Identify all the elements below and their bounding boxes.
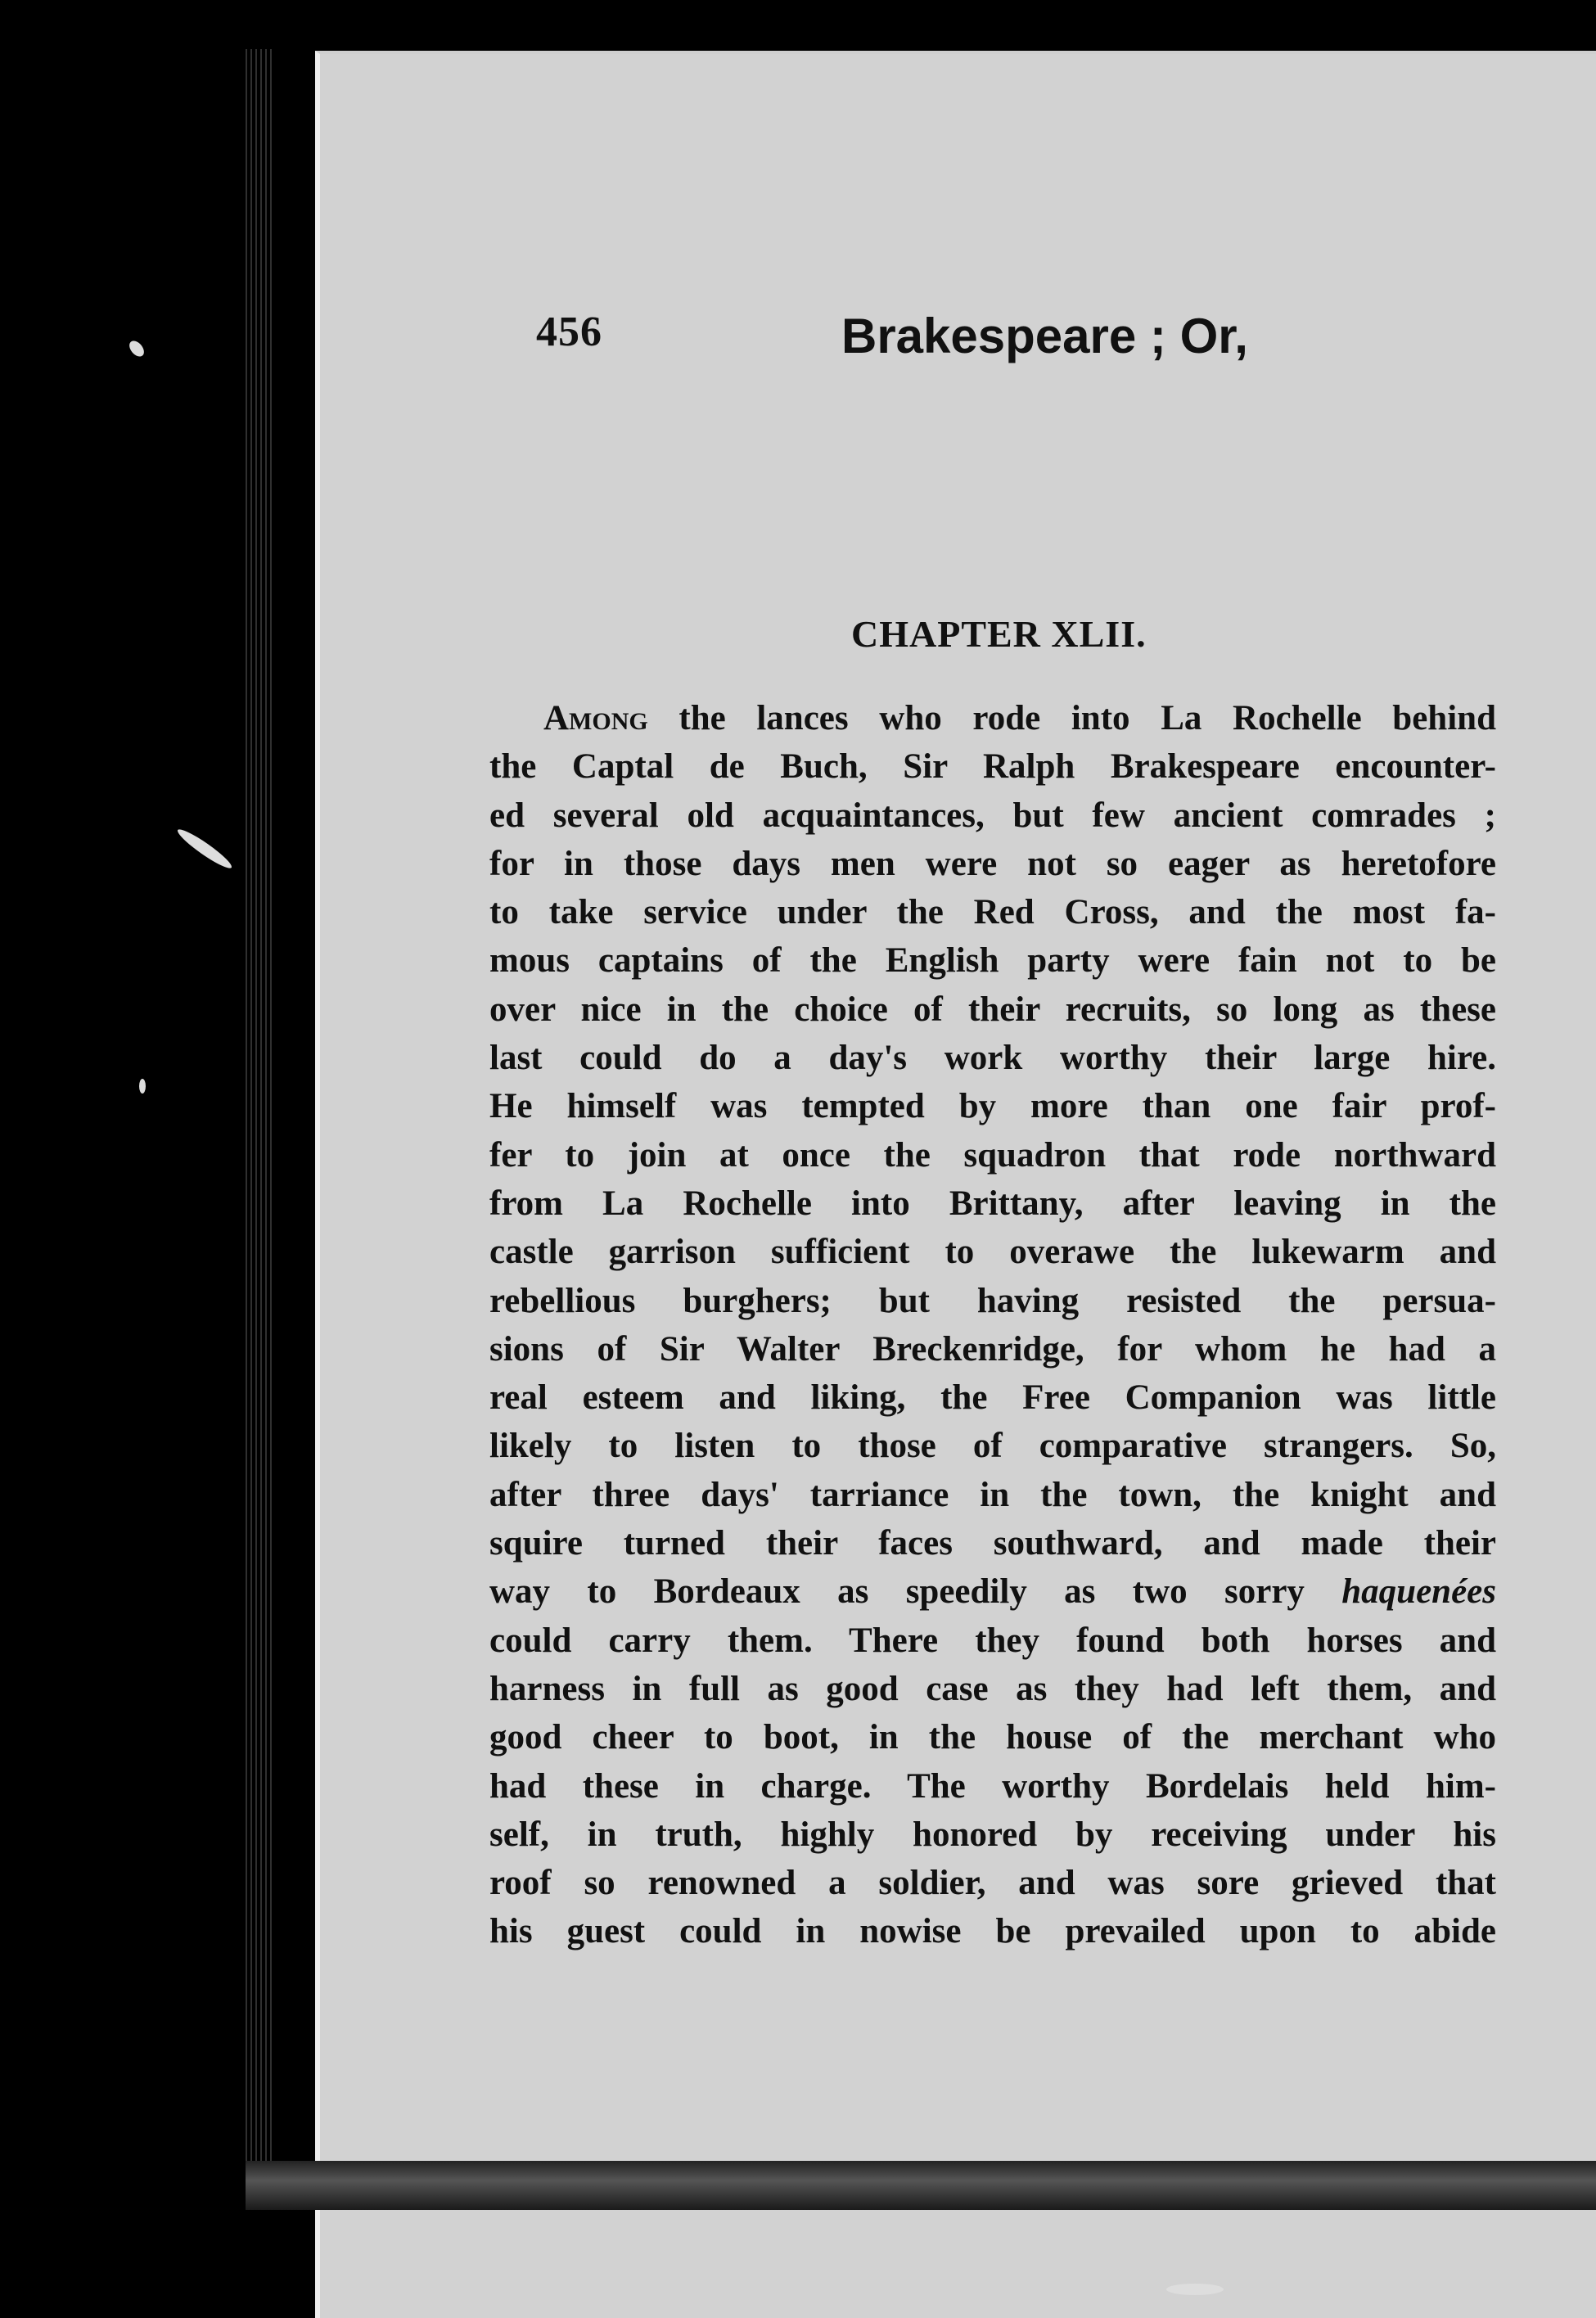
- text-line: real esteem and liking, the Free Companion was little: [489, 1378, 1496, 1418]
- text-line: good cheer to boot, in the house of the merchant who: [489, 1718, 1496, 1757]
- scan-speck: [139, 1079, 146, 1094]
- text-line: ed several old acquaintances, but few ancient comrades ;: [489, 796, 1496, 835]
- text-line: after three days' tarriance in the town, the knight and: [489, 1475, 1496, 1514]
- text-line: likely to listen to those of comparative strangers. So,: [489, 1427, 1496, 1466]
- text-line: fer to join at once the squadron that rode northward: [489, 1135, 1496, 1175]
- drop-word: Among: [543, 699, 648, 737]
- text-line: harness in full as good case as they had left them, and: [489, 1669, 1496, 1708]
- text-line: to take service under the Red Cross, and the most fa-: [489, 893, 1496, 932]
- text-line: He himself was tempted by more than one fair prof-: [489, 1087, 1496, 1126]
- line-text: way to Bordeaux as speedily as two sorry: [489, 1572, 1305, 1612]
- text-line: [489, 694, 1496, 742]
- text-line: had these in charge. The worthy Bordelais held him-: [489, 1766, 1496, 1806]
- text-line: the Captal de Buch, Sir Ralph Brakespeare encounter-: [489, 747, 1496, 787]
- text-line: rebellious burghers; but having resisted the persua-: [489, 1281, 1496, 1320]
- text-line: mous captains of the English party were fain not to be: [489, 941, 1496, 981]
- italic-word: haquenées: [1341, 1572, 1496, 1612]
- text-line: squire turned their faces southward, and made their: [489, 1524, 1496, 1563]
- text-line: from La Rochelle into Brittany, after leaving in the: [489, 1184, 1496, 1223]
- text-line: could carry them. There they found both horses and: [489, 1621, 1496, 1660]
- running-title: Brakespeare ; Or,: [841, 309, 1248, 363]
- page-number: 456: [536, 309, 602, 355]
- text-line: castle garrison sufficient to overawe the lukewarm and: [489, 1233, 1496, 1272]
- scan-speck: [174, 825, 235, 872]
- line-text: the lances who rode into La Rochelle behind: [647, 699, 1496, 737]
- text-line: sions of Sir Walter Breckenridge, for whom he had a: [489, 1329, 1496, 1369]
- text-line: for in those days men were not so eager as heretofore: [489, 844, 1496, 883]
- text-line: his guest could in nowise be prevailed upon to abide: [489, 1912, 1496, 1951]
- text-line: over nice in the choice of their recruits, so long as these: [489, 990, 1496, 1029]
- text-line: self, in truth, highly honored by receiving under his: [489, 1815, 1496, 1854]
- chapter-heading: CHAPTER XLII.: [851, 613, 1147, 655]
- text-line: last could do a day's work worthy their large hire.: [489, 1039, 1496, 1078]
- text-line: [489, 1567, 1496, 1616]
- scan-speck: [1166, 2284, 1224, 2295]
- body-text: [489, 694, 1496, 1956]
- page-bottom-edge: [246, 2161, 1596, 2210]
- page-header: [0, 308, 1596, 373]
- text-line: roof so renowned a soldier, and was sore grieved that: [489, 1864, 1496, 1903]
